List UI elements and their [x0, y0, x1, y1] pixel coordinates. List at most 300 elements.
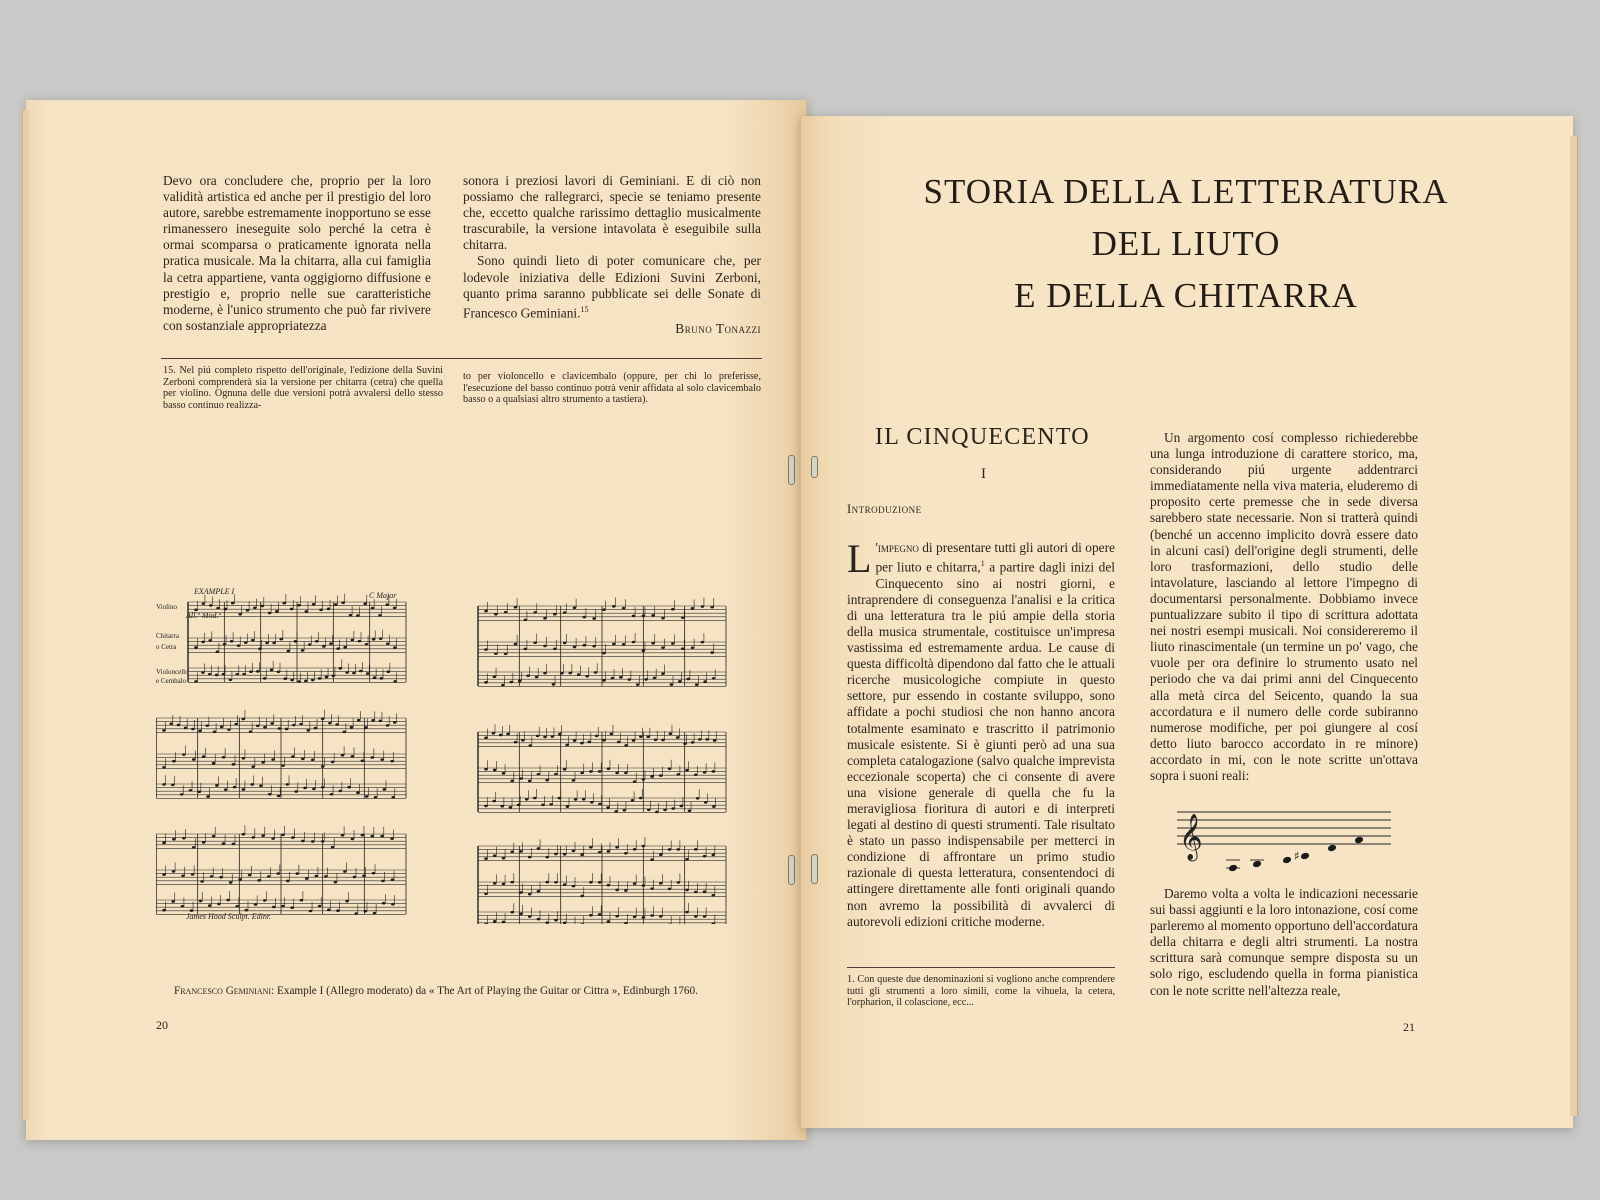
note-head: [334, 603, 338, 606]
staple: [788, 455, 795, 485]
note-head: [295, 872, 299, 875]
note-head: [327, 909, 331, 912]
note-head: [197, 790, 201, 793]
note-head: [345, 671, 349, 674]
note-head: [685, 889, 689, 892]
note-head: [235, 673, 239, 676]
note-head: [343, 646, 347, 649]
note-head: [572, 850, 576, 853]
note-head: [364, 910, 368, 913]
note-head: [528, 893, 532, 896]
paragraph-text: di presentare tutti gli autori di opere per liuto e chitarra,: [875, 540, 1115, 575]
note-head: [484, 736, 488, 739]
note-head: [492, 732, 496, 735]
note-head: [521, 739, 525, 742]
note-head: [281, 764, 285, 767]
note-head: [324, 875, 328, 878]
note-head: [380, 758, 384, 761]
note-head: [305, 877, 309, 880]
note-head: [359, 670, 363, 673]
paragraph: Un argomento cosí complesso richiederebbe una lunga introduzione di carattere storico, ma, considerando piú urgente addentrarci immediatamente nella viva materia, eluderemo di proposito certe premesse che in sede diversa sarebbero state necessarie. Non si tratterà quindi (benché un accenno implicito dovrà essere dato in alcuni casi) dell'origine degli strumenti, delle loro trasformazioni, dello studio delle intavolature, lasciando al lettore l'impegno di documentarsi personalmente. Dobbiamo invece puntualizzare subito il tipo di scrittura adottata nei nostri esempi musicali. Noi considereremo il liuto rinascimentale (un termine un po' vago, che vuole per ora definire lo strumento usato nel periodo che va dai primi anni del Cinquecento alla metà circa del Seicento, quando la sua accordatura e il numero delle corde subiranno numerose modifiche, per poi giungere al cosí detto liuto barocco accordato in re minore) accordato in mi, con le note scritte un'ottava sopra i suoni reali:: [1150, 430, 1418, 783]
part-label: e Cembalo: [156, 677, 187, 685]
note-head: [670, 683, 674, 686]
note-head: [386, 670, 390, 673]
staple: [811, 456, 818, 478]
note-head: [580, 854, 584, 857]
note-head: [607, 920, 611, 923]
note-head: [286, 783, 290, 786]
note-head: [190, 909, 194, 912]
note-head: [281, 833, 285, 836]
note-head: [361, 834, 365, 837]
note-head: [519, 913, 523, 916]
note-head: [386, 724, 390, 727]
note-head: [668, 848, 672, 851]
note-head: [642, 884, 646, 887]
lead-words: 'impegno: [875, 540, 919, 555]
figure-caption: [174, 985, 698, 997]
note-head: [321, 786, 325, 789]
note-head: [365, 795, 369, 798]
note-head: [493, 675, 497, 678]
note-head: [358, 640, 362, 643]
note-head: [345, 900, 349, 903]
left-column-2: [463, 173, 761, 337]
note-head: [263, 726, 267, 729]
note-head: [390, 837, 394, 840]
note-head: [543, 736, 547, 739]
note-head: [661, 739, 665, 742]
note-head: [191, 873, 195, 876]
note-head: [172, 870, 176, 873]
note-head: [386, 642, 390, 645]
note-head: [162, 873, 166, 876]
note-head: [691, 607, 695, 610]
score-key: C Major: [369, 591, 397, 600]
note-head: [318, 677, 322, 680]
note-head: [696, 797, 700, 800]
note-head: [651, 614, 655, 617]
note-head: [331, 846, 335, 849]
footnote-rule: [847, 967, 1115, 968]
note-head: [374, 796, 378, 799]
note-head: [391, 796, 395, 799]
note-head: [631, 799, 635, 802]
note-head: [341, 601, 345, 604]
note-head: [356, 791, 360, 794]
note-head: [541, 804, 545, 807]
page-number: 20: [156, 1018, 168, 1032]
note-head: [212, 835, 216, 838]
note-head: [589, 881, 593, 884]
note-head: [528, 856, 532, 859]
note-head: [230, 640, 234, 643]
treble-clef-icon: 𝄞: [1179, 814, 1203, 860]
footnote-marker: 1: [980, 559, 985, 569]
note-head: [201, 641, 205, 644]
note-head: [695, 683, 699, 686]
note-head: [528, 744, 532, 747]
note-head: [370, 835, 374, 838]
note-head: [242, 833, 246, 836]
caption-text: : Example I (Allegro moderato) da « The Art of Playing the Guitar or Cittra », Edinburgh 1760.: [271, 985, 698, 997]
note-head: [379, 720, 383, 723]
note-head: [686, 678, 690, 681]
note-head: [592, 617, 596, 620]
note-head: [263, 899, 267, 902]
note-head: [563, 921, 567, 924]
note-head: [518, 680, 522, 683]
note-head: [270, 669, 274, 672]
note-head: [281, 905, 285, 908]
note-head: [602, 739, 606, 742]
right-column-1: [847, 536, 1115, 930]
note-head: [373, 676, 377, 679]
note-head: [676, 848, 680, 851]
note-head: [598, 770, 602, 773]
staple: [811, 854, 818, 884]
note-head: [602, 679, 606, 682]
note-head: [182, 753, 186, 756]
footnote-text: 15. Nel piú completo rispetto dell'originale, l'edizione della Suvini Zerboni comprenderà sia la versione per chitarra (cetra) che quella per violino. Ognuna delle due versioni potrà avvalersi dello stesso basso continuo realizza-: [163, 365, 443, 411]
note-head: [194, 680, 198, 683]
note-head: [381, 880, 385, 883]
note-head: [537, 773, 541, 776]
footnote-text: to per violoncello e clavicembalo (oppure, per chi lo preferisse, l'esecuzione del basso continuo potrà venir affidata al solo clavicembalo basso o a qualsiasi altro strumento a tastiera).: [463, 371, 761, 405]
note-head: [202, 602, 206, 605]
score-heading: EXAMPLE I: [194, 587, 235, 596]
note-head: [391, 878, 395, 881]
note-head: [524, 619, 528, 622]
note-head: [343, 870, 347, 873]
note-head: [378, 614, 382, 617]
right-column-2: [1150, 430, 1418, 784]
note-head: [371, 719, 375, 722]
note-head: [633, 780, 637, 783]
note-head: [543, 672, 547, 675]
note-head: [711, 854, 715, 857]
note-head: [494, 613, 498, 616]
note-head: [526, 674, 530, 677]
note-head: [256, 724, 260, 727]
note-head: [282, 602, 286, 605]
music-score-example: [156, 584, 776, 924]
note-head: [314, 727, 318, 730]
note-head: [668, 767, 672, 770]
note-head: [585, 675, 589, 678]
note-head: [349, 614, 353, 617]
note-head: [229, 881, 233, 884]
note-head: [510, 780, 514, 783]
note-head: [172, 838, 176, 841]
note-head: [493, 769, 497, 772]
note-head: [365, 643, 369, 646]
note-head: [607, 850, 611, 853]
note-head: [341, 754, 345, 757]
note-head: [354, 912, 358, 915]
note-head: [263, 677, 267, 680]
note-head: [642, 778, 646, 781]
note-head: [268, 612, 272, 615]
note-head: [172, 760, 176, 763]
note-head: [180, 793, 184, 796]
note-head: [321, 765, 325, 768]
note-head: [206, 795, 210, 798]
note-head: [270, 722, 274, 725]
note-head: [251, 765, 255, 768]
note-head: [272, 906, 276, 909]
note-head: [330, 793, 334, 796]
note-head: [688, 809, 692, 812]
note-head: [590, 801, 594, 804]
note-head: [659, 853, 663, 856]
note-head: [610, 733, 614, 736]
left-page: [26, 100, 807, 1140]
note-head: [710, 606, 714, 609]
note-head: [493, 882, 497, 885]
note-head: [194, 609, 198, 612]
note-head: [208, 639, 212, 642]
paragraph: Devo ora concludere che, proprio per la loro validità artistica ed anche per il prestigio del loro autore, sarebbe estremamente inopportuno se esse rimanessero ineseguite solo perché la cetra è ormai scomparsa o praticamente ignorata nella pratica musicale. Ma la chitarra, alla cui famiglia la cetra appartiene, vanta oggigiorno diffusione e prestigio e, proprio nelle sue caratteristiche moderne, è l'unico strumento che può far rivivere con sostanziale appropriatezza: [163, 173, 431, 333]
note-head: [685, 769, 689, 772]
note-head: [199, 900, 203, 903]
note-head: [642, 649, 646, 652]
note-head: [671, 807, 675, 810]
note-head: [297, 604, 301, 607]
note-head: [492, 800, 496, 803]
note-head: [701, 641, 705, 644]
note-head: [710, 651, 714, 654]
note-head: [525, 798, 529, 801]
note-head: [169, 723, 173, 726]
note-head: [192, 846, 196, 849]
note-head: [607, 884, 611, 887]
note-head: [602, 652, 606, 655]
note-head: [249, 730, 253, 733]
note-head: [528, 780, 532, 783]
note-head: [676, 736, 680, 739]
note-head: [246, 609, 250, 612]
note-head: [659, 774, 663, 777]
note-head: [713, 739, 717, 742]
note-head: [557, 797, 561, 800]
note-head: [554, 881, 558, 884]
note-head: [294, 640, 298, 643]
note-head: [235, 905, 239, 908]
note-head: [533, 641, 537, 644]
note-head: [268, 793, 272, 796]
note-head: [277, 795, 281, 798]
part-label: Chitarra: [156, 632, 179, 640]
note-head: [309, 910, 313, 913]
note-head: [650, 887, 654, 890]
note-head: [393, 721, 397, 724]
note-head: [563, 611, 567, 614]
note-head: [565, 744, 569, 747]
note-head: [573, 646, 577, 649]
note-head: [322, 645, 326, 648]
note-head: [528, 915, 532, 918]
footnote-15-part1: [163, 365, 443, 411]
note-head: [244, 641, 248, 644]
note-head: [572, 779, 576, 782]
note-head: [335, 723, 339, 726]
note-head: [632, 739, 636, 742]
sharp-icon: ♯: [1294, 849, 1300, 863]
note-head: [351, 755, 355, 758]
note-head: [615, 915, 619, 918]
note-head: [393, 607, 397, 610]
note-head: [484, 892, 488, 895]
note-head: [331, 761, 335, 764]
note-head: [642, 614, 646, 617]
note-head: [189, 789, 193, 792]
note-head: [350, 639, 354, 642]
note-head: [215, 784, 219, 787]
note-head: [234, 723, 238, 726]
note-head: [691, 647, 695, 650]
author-signature: Bruno Tonazzi: [675, 321, 761, 337]
footnote-marker: 15: [580, 304, 589, 314]
note-head: [694, 915, 698, 918]
note-head: [663, 809, 667, 812]
note-head: [242, 757, 246, 760]
note-head: [363, 602, 367, 605]
note-head: [216, 650, 220, 653]
note-head: [162, 842, 166, 845]
note-head: [703, 680, 707, 683]
note-head: [680, 805, 684, 808]
note-head: [338, 790, 342, 793]
note-head: [566, 805, 570, 808]
note-head: [589, 770, 593, 773]
note-head: [184, 727, 188, 730]
note-head: [624, 772, 628, 775]
note-head: [251, 639, 255, 642]
note-head: [224, 788, 228, 791]
note-head: [661, 672, 665, 675]
note-head: [563, 883, 567, 886]
note-head: [208, 904, 212, 907]
note-head: [215, 674, 219, 677]
note-head: [238, 878, 242, 881]
note-head: [329, 642, 333, 645]
note-head: [311, 840, 315, 843]
note-head: [484, 923, 488, 924]
paragraph: Daremo volta a volta le indicazioni necessarie sui bassi aggiunti e la loro intonazione, cosí come parleremo al momento opportuno dell'accordatura della chitarra e degli altri strumenti. La nostra scrittura sarà comunque sempre disposta su un solo rigo, escludendo quella in forma pianistica con le note scritte nell'altezza reale,: [1150, 886, 1418, 998]
note-head: [258, 648, 262, 651]
note-head: [650, 914, 654, 917]
note-head: [614, 810, 618, 813]
note-head: [319, 609, 323, 612]
note-head: [678, 680, 682, 683]
note-head: [362, 875, 366, 878]
note-head: [261, 761, 265, 764]
note-head: [703, 855, 707, 858]
note-head: [182, 837, 186, 840]
note-head: [598, 851, 602, 854]
note-head: [615, 889, 619, 892]
note-head: [292, 724, 296, 727]
note-head: [582, 798, 586, 801]
note-head: [484, 681, 488, 684]
note-head: [655, 811, 659, 814]
note-head: [200, 880, 204, 883]
note-head: [1300, 852, 1310, 861]
note-head: [383, 788, 387, 791]
note-head: [325, 676, 329, 679]
open-booklet: [26, 100, 1572, 1140]
note-head: [617, 741, 621, 744]
note-head: [694, 848, 698, 851]
note-head: [227, 728, 231, 731]
note-head: [181, 905, 185, 908]
note-head: [226, 899, 230, 902]
note-head: [545, 881, 549, 884]
note-head: [232, 763, 236, 766]
note-head: [598, 881, 602, 884]
note-head: [563, 853, 567, 856]
tuning-notation: [1177, 802, 1393, 872]
note-head: [533, 611, 537, 614]
paragraph-text: Sono quindi lieto di poter comunicare che, per lodevole iniziativa delle Edizioni Suvini Zerboni, quanto prima saranno pubblicate sei delle Sonate di Francesco Geminiani.: [463, 253, 761, 321]
note-head: [681, 647, 685, 650]
note-head: [501, 684, 505, 687]
note-head: [181, 874, 185, 877]
note-head: [659, 882, 663, 885]
note-head: [519, 777, 523, 780]
note-head: [315, 640, 319, 643]
note-head: [259, 784, 263, 787]
note-head: [305, 610, 309, 613]
note-head: [338, 667, 342, 670]
note-head: [685, 858, 689, 861]
note-head: [356, 614, 360, 617]
page-edge: [1570, 136, 1578, 1116]
note-head: [272, 642, 276, 645]
note-head: [1354, 836, 1364, 845]
note-head: [370, 756, 374, 759]
note-head: [502, 921, 506, 924]
note-head: [500, 805, 504, 808]
note-head: [661, 646, 665, 649]
note-head: [301, 649, 305, 652]
note-head: [233, 786, 237, 789]
note-head: [265, 642, 269, 645]
note-head: [499, 734, 503, 737]
note-head: [691, 741, 695, 744]
article-title: [861, 166, 1511, 322]
note-head: [391, 903, 395, 906]
note-head: [290, 679, 294, 682]
part-label: Violoncello: [156, 668, 189, 676]
note-head: [633, 848, 637, 851]
note-head: [373, 912, 377, 915]
note-head: [286, 880, 290, 883]
note-head: [484, 805, 488, 808]
note-head: [201, 671, 205, 674]
note-head: [290, 906, 294, 909]
section-title: IL CINQUECENTO: [875, 424, 1090, 450]
note-head: [162, 766, 166, 769]
note-head: [644, 678, 648, 681]
note-head: [535, 676, 539, 679]
note-head: [294, 790, 298, 793]
note-head: [573, 606, 577, 609]
part-label: Violino: [156, 603, 177, 611]
note-head: [372, 872, 376, 875]
note-head: [627, 678, 631, 681]
